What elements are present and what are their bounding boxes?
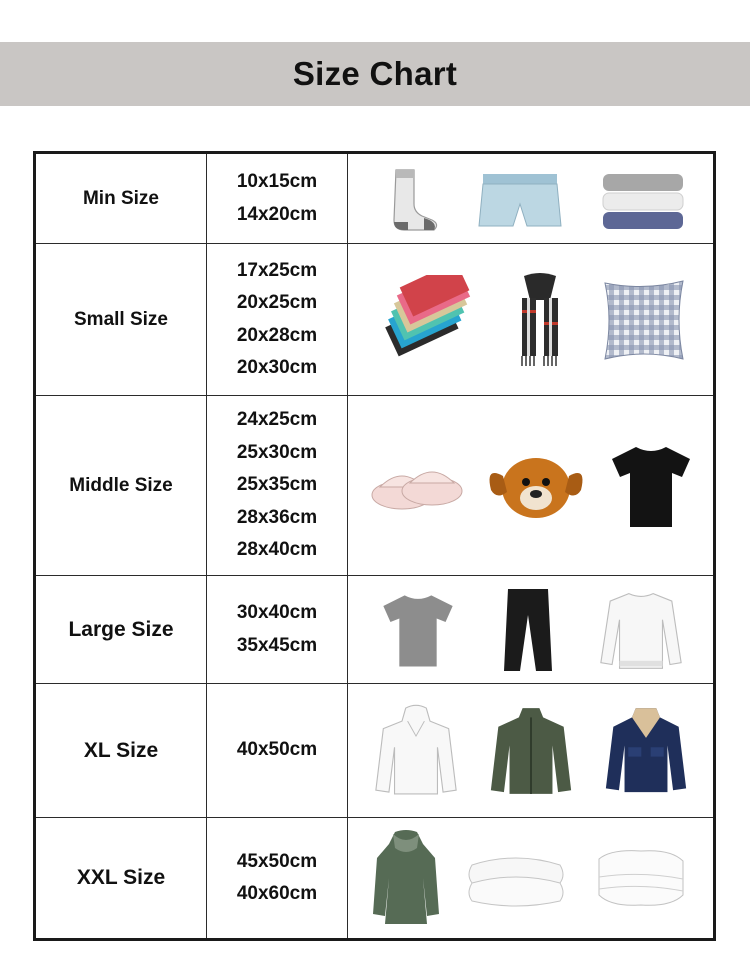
sock-icon bbox=[374, 164, 444, 234]
dimension-value: 40x50cm bbox=[236, 739, 318, 761]
dimension-value: 35x45cm bbox=[236, 634, 318, 656]
size-name bbox=[35, 396, 207, 576]
black-pants-icon bbox=[498, 585, 558, 675]
dimension-value: 10x15cm bbox=[236, 171, 318, 192]
size-name-label: Min Size bbox=[82, 187, 159, 209]
dimension-value: 40x60cm bbox=[236, 883, 318, 904]
size-chart-table bbox=[33, 151, 716, 941]
boxer-shorts-icon bbox=[475, 164, 565, 234]
dimension-value: 20x30cm bbox=[236, 357, 318, 378]
black-tshirt-icon bbox=[606, 441, 696, 531]
green-coat-icon bbox=[371, 828, 441, 928]
dimension-value: 20x28cm bbox=[236, 324, 318, 346]
dimension-value: 20x25cm bbox=[236, 292, 318, 313]
dimension-value: 28x36cm bbox=[236, 506, 318, 528]
dimension-value: 24x25cm bbox=[236, 409, 318, 431]
size-name-label: XL Size bbox=[83, 738, 159, 762]
size-dimensions bbox=[207, 576, 348, 684]
example-items bbox=[348, 576, 715, 684]
folded-towels-icon bbox=[597, 164, 687, 234]
page-title: Size Chart bbox=[292, 55, 458, 92]
gray-tshirt-icon bbox=[378, 586, 458, 674]
dimension-value: 45x50cm bbox=[236, 850, 318, 872]
dimension-value: 14x20cm bbox=[236, 203, 318, 225]
denim-jacket-icon bbox=[604, 701, 688, 801]
dimension-value: 17x25cm bbox=[236, 259, 318, 281]
checkered-pillow-icon bbox=[599, 275, 689, 365]
example-items bbox=[348, 153, 715, 244]
size-dimensions bbox=[207, 818, 348, 940]
example-items bbox=[348, 396, 715, 576]
size-dimensions bbox=[207, 396, 348, 576]
size-dimensions bbox=[207, 244, 348, 396]
size-name-label: Small Size bbox=[74, 308, 168, 330]
green-jacket-icon bbox=[489, 701, 573, 801]
example-items bbox=[348, 684, 715, 818]
example-items bbox=[348, 818, 715, 940]
duvet-icon bbox=[591, 843, 691, 913]
size-name bbox=[35, 818, 207, 940]
white-sweater-icon bbox=[599, 586, 683, 674]
table-row bbox=[35, 818, 715, 940]
dimension-value: 25x35cm bbox=[236, 474, 318, 496]
dimension-value: 28x40cm bbox=[236, 539, 318, 561]
size-name-label: Large Size bbox=[68, 617, 174, 641]
size-name bbox=[35, 576, 207, 684]
example-items bbox=[348, 244, 715, 396]
plush-dog-icon bbox=[481, 446, 591, 526]
table-row bbox=[35, 153, 715, 244]
table-row bbox=[35, 684, 715, 818]
size-name-label: Middle Size bbox=[69, 474, 173, 496]
plaid-scarf-icon bbox=[510, 270, 570, 370]
white-hoodie-icon bbox=[374, 701, 458, 801]
dimension-value: 30x40cm bbox=[236, 602, 318, 623]
slippers-icon bbox=[366, 451, 466, 521]
size-name bbox=[35, 153, 207, 244]
title-banner bbox=[0, 42, 750, 106]
table-row bbox=[35, 244, 715, 396]
size-name bbox=[35, 244, 207, 396]
table-row bbox=[35, 576, 715, 684]
table-row bbox=[35, 396, 715, 576]
pillows-icon bbox=[466, 843, 566, 913]
size-name-label: XXL Size bbox=[76, 866, 166, 889]
colorful-cloths-icon bbox=[372, 275, 482, 365]
size-dimensions bbox=[207, 153, 348, 244]
dimension-value: 25x30cm bbox=[236, 441, 318, 463]
size-dimensions bbox=[207, 684, 348, 818]
size-name bbox=[35, 684, 207, 818]
